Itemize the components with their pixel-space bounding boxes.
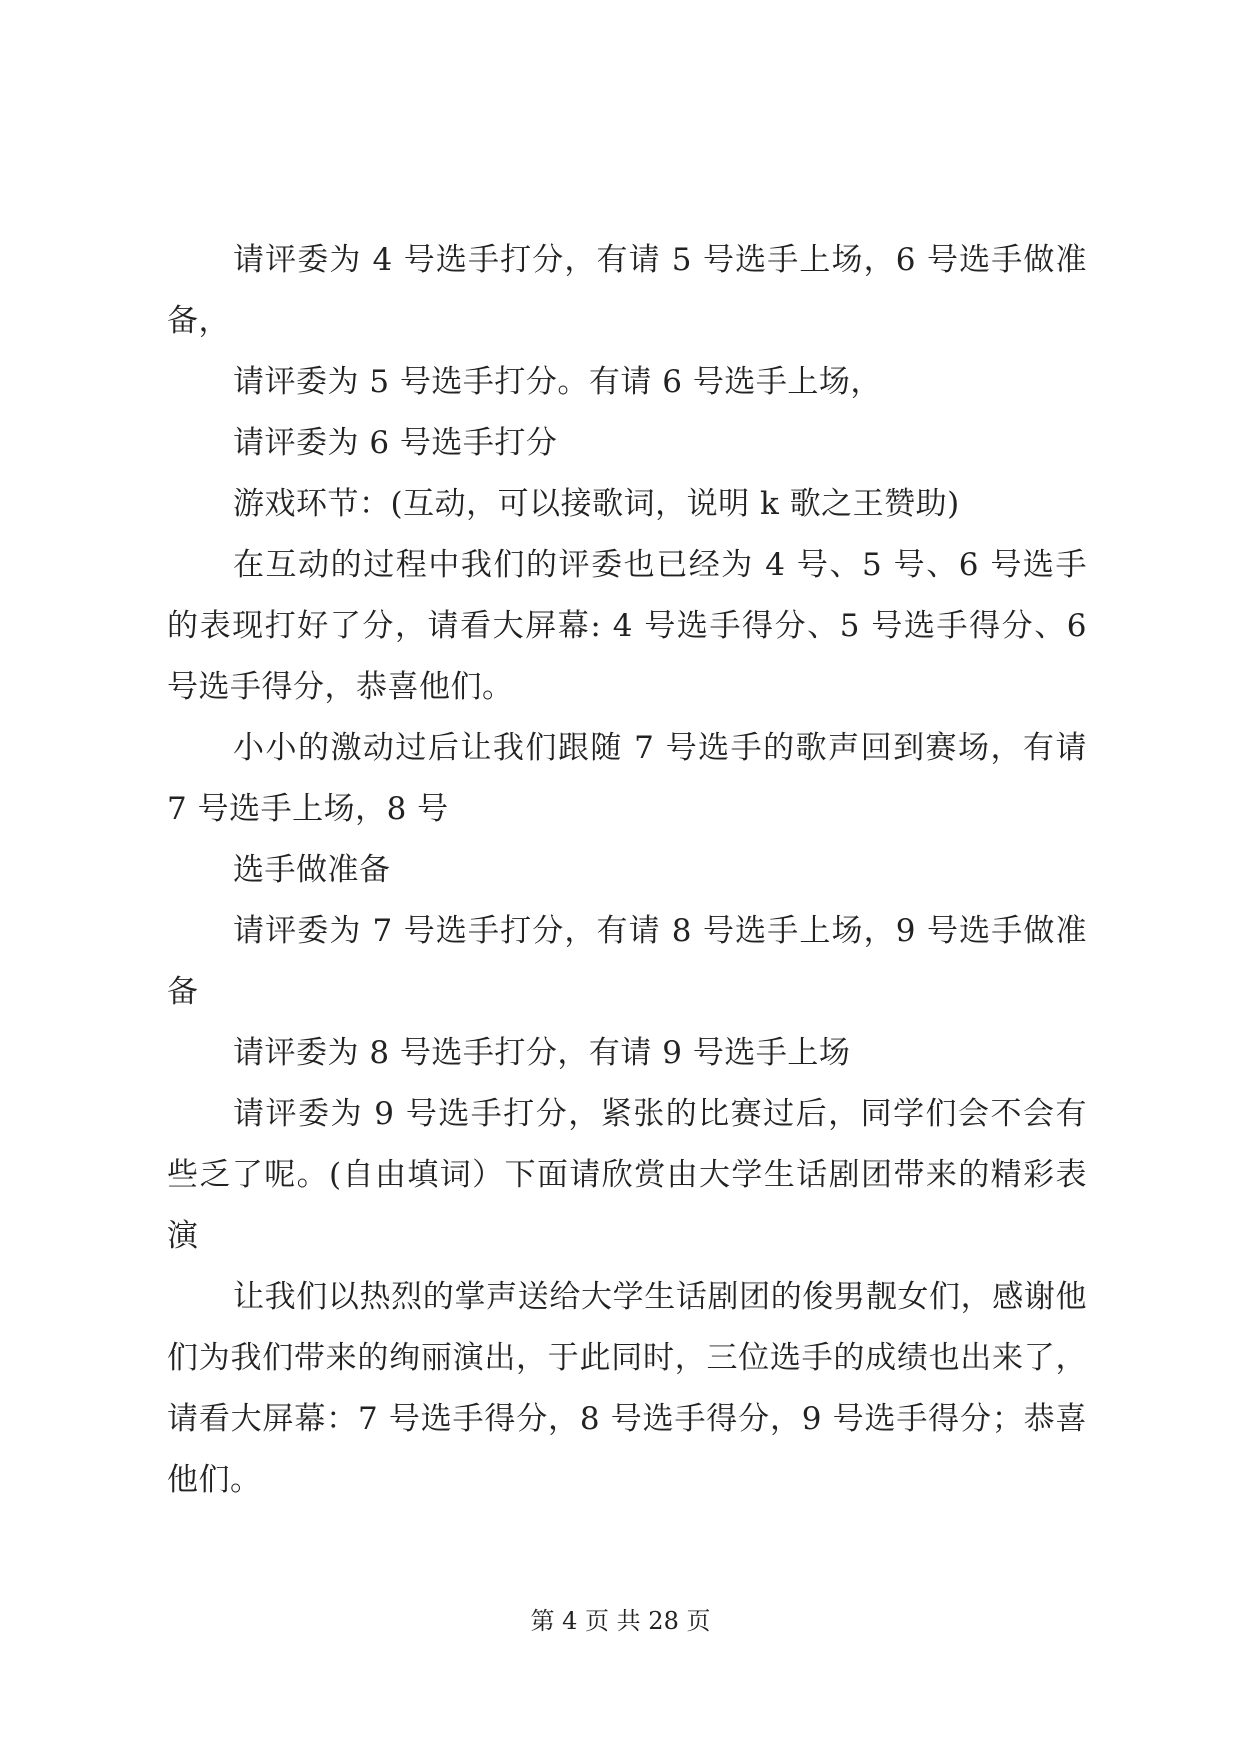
paragraph: 请评委为 6 号选手打分: [233, 425, 558, 461]
paragraph: 请评委为 7 号选手打分，有请 8 号选手上场，9 号选手做准备: [167, 913, 1087, 1010]
paragraph: 请评委为 9 号选手打分，紧张的比赛过后，同学们会不会有些乏了呢。(自由填词）下面请欣赏由大学生话剧团带来的精彩表演: [167, 1096, 1087, 1254]
paragraph: 请评委为 8 号选手打分，有请 9 号选手上场: [233, 1035, 851, 1071]
paragraph: 请评委为 4 号选手打分，有请 5 号选手上场，6 号选手做准备，: [167, 242, 1087, 339]
body-text: [167, 230, 1087, 1511]
paragraph: 游戏环节：(互动，可以接歌词，说明 k 歌之王赞助): [233, 486, 960, 522]
paragraph: 请评委为 5 号选手打分。有请 6 号选手上场，: [233, 364, 882, 400]
page-footer: [0, 1606, 1241, 1636]
paragraph: 选手做准备: [233, 852, 391, 888]
paragraph: 小小的激动过后让我们跟随 7 号选手的歌声回到赛场，有请 7 号选手上场，8 号: [167, 730, 1087, 827]
page-number-label: 第 4 页 共 28 页: [530, 1607, 711, 1635]
paragraph: 让我们以热烈的掌声送给大学生话剧团的俊男靓女们，感谢他们为我们带来的绚丽演出，于此同时，三位选手的成绩也出来了，请看大屏幕：7 号选手得分，8 号选手得分，9 号选手得分；恭喜他们。: [167, 1279, 1087, 1498]
paragraph: 在互动的过程中我们的评委也已经为 4 号、5 号、6 号选手的表现打好了分，请看大屏幕: 4 号选手得分、5 号选手得分、6 号选手得分，恭喜他们。: [167, 547, 1087, 705]
